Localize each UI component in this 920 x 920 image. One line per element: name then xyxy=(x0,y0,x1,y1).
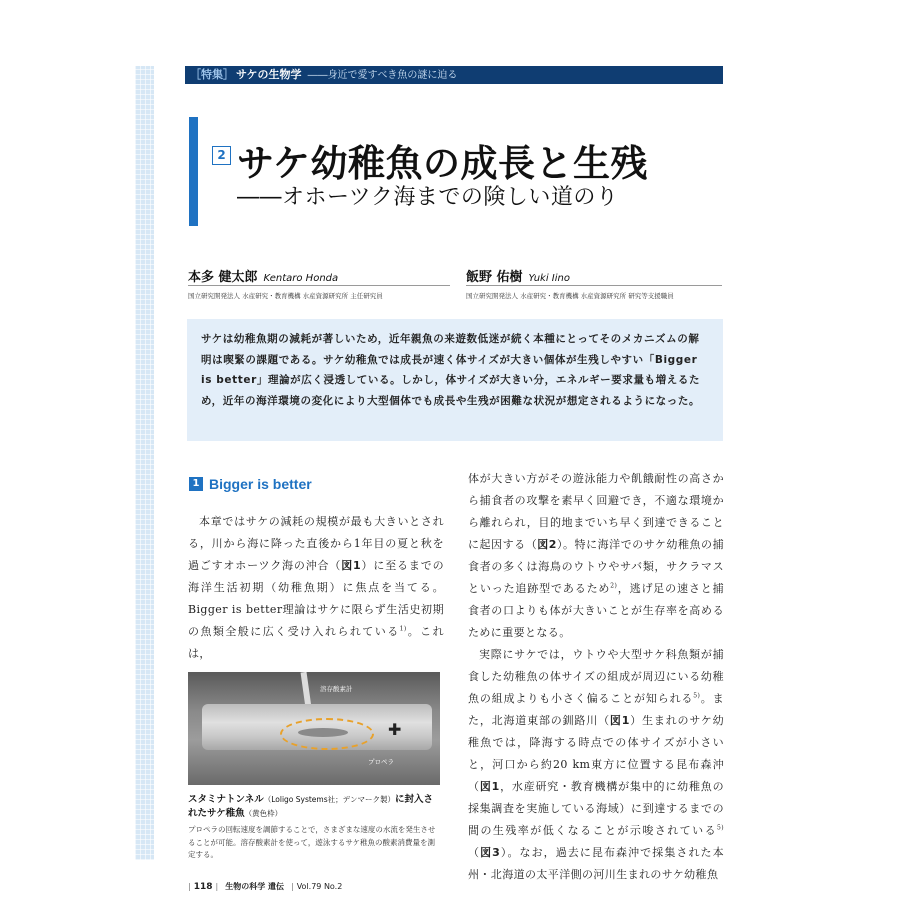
citation: 2) xyxy=(610,582,618,590)
author-romaji: Kentaro Honda xyxy=(263,273,339,284)
figure-ref: 図2 xyxy=(537,538,557,551)
label-oxygen-meter: 溶存酸素計 xyxy=(320,685,353,693)
journal-volume: Vol.79 No.2 xyxy=(296,882,343,891)
section-number: 1 xyxy=(189,477,203,491)
label-propeller: プロペラ xyxy=(368,758,394,766)
abstract-text: サケは幼稚魚期の減耗が著しいため，近年親魚の来遊数低迷が続く本種にとってそのメカニズムの解明は喫緊の課題である。サケ幼稚魚では成長が速く体サイズが大きい個体が生残しやすい「Bigger is better」理論が広く浸透している。しかし，体サイズが大きい分，エネルギー要求量も増えるため，近年の海洋環境の変化により大型個体でも成長や生残が困難な状況が想定されるようになった。 xyxy=(201,333,701,407)
body-column-right xyxy=(468,468,724,886)
figure-ref: 図1 xyxy=(479,780,500,793)
citation: 5) xyxy=(717,824,724,832)
author-1 xyxy=(188,266,383,300)
article-number: 2 xyxy=(212,146,231,165)
propeller-icon: ✚ xyxy=(388,720,402,739)
page-footer: | 118 | 生物の科学 遺伝 | Vol.79 No.2 xyxy=(188,882,343,892)
section-title: Bigger is better xyxy=(209,475,312,492)
feature-series: サケの生物学 xyxy=(236,68,302,81)
figure-ref: 図1 xyxy=(609,714,630,727)
citation: 5) xyxy=(693,692,701,700)
author-rule xyxy=(188,285,450,286)
author-rule xyxy=(466,285,722,286)
paragraph: 体が大きい方がその遊泳能力や飢餓耐性の高さから捕食者の攻撃を素早く回避でき，不適な環境から離れられ，目的地までいち早く到達できることに起因する（図2）。特に海洋でのサケ幼稚魚の捕食者の多くは海鳥のウトウやサバ類，サクラマスといった追跡型であるため$^{2)}$，逃げ足の速さと捕食者の口よりも体が大きいことが生存率を高めるために重要となる。 xyxy=(468,472,724,639)
author-name: 本多 健太郎 xyxy=(188,270,258,285)
paragraph: 本章ではサケの減耗の規模が最も大きいとされる，川から海に降った直後から1年目の夏と秋を過ごすオホーツク海の沖合（図1）に至るまでの海洋生活初期（幼稚魚期）に焦点を当てる。Bigger is better理論はサケに限らず生活史初期の魚類全般に広く受け入れられている$^{1)}$。これは， xyxy=(188,515,444,660)
figure-photo xyxy=(188,672,440,785)
figure-ref: 図3 xyxy=(480,846,501,859)
author-romaji: Yuki Iino xyxy=(528,273,570,284)
journal-name: 生物の科学 遺伝 xyxy=(225,882,284,891)
author-2 xyxy=(466,266,674,300)
highlight-oval xyxy=(280,718,374,750)
body-column-left xyxy=(188,511,444,665)
abstract-box xyxy=(187,319,723,441)
feature-header xyxy=(185,66,723,84)
side-decoration-strip xyxy=(135,66,154,860)
title-accent-bar xyxy=(189,117,198,226)
paragraph: 実際にサケでは，ウトウや大型サケ科魚類が捕食した幼稚魚の体サイズの組成が周辺にいる幼稚魚の組成よりも小さく偏ることが知られる$^{5)}$。また，北海道東部の釧路川（図1）生まれのサケ幼稚魚では，降海する時点での体サイズが小さいと，河口から約20 km東方に位置する昆布森沖（図1，水産研究・教育機構が集中的に幼稚魚の採集調査を実施している海域）に到達するまでの間の生残率が低くなることが示唆されている$^{5)}$（図3）。なお，過去に昆布森沖で採集された本州・北海道の太平洋側の河川生まれのサケ幼稚魚 xyxy=(468,648,724,881)
article-title: サケ幼稚魚の成長と生残 xyxy=(237,142,649,185)
article-subtitle: ――オホーツク海までの険しい道のり xyxy=(237,185,619,210)
feature-subtitle: ――身近で愛すべき魚の謎に迫る xyxy=(307,70,458,81)
figure-caption-body: プロペラの回転速度を調節することで，さまざまな速度の水流を発生させることが可能。溶存酸素計を使って，遊泳するサケ稚魚の酸素消費量を測定する。 xyxy=(188,825,436,859)
citation: 1) xyxy=(399,625,407,633)
figure-ref: 図1 xyxy=(341,559,362,572)
feature-tag: ［特集］ xyxy=(190,68,234,81)
figure-caption-title: スタミナトンネル（Loligo Systems社；デンマーク製）に封入されたサケ稚魚（黄色枠） xyxy=(188,794,433,819)
author-affiliation: 国立研究開発法人 水産研究・教育機構 水産資源研究所 主任研究員 xyxy=(188,292,383,300)
author-name: 飯野 佑樹 xyxy=(466,270,523,285)
author-affiliation: 国立研究開発法人 水産研究・教育機構 水産資源研究所 研究等支援職員 xyxy=(466,292,674,300)
section-heading xyxy=(189,473,312,492)
page-number: 118 xyxy=(193,882,213,892)
